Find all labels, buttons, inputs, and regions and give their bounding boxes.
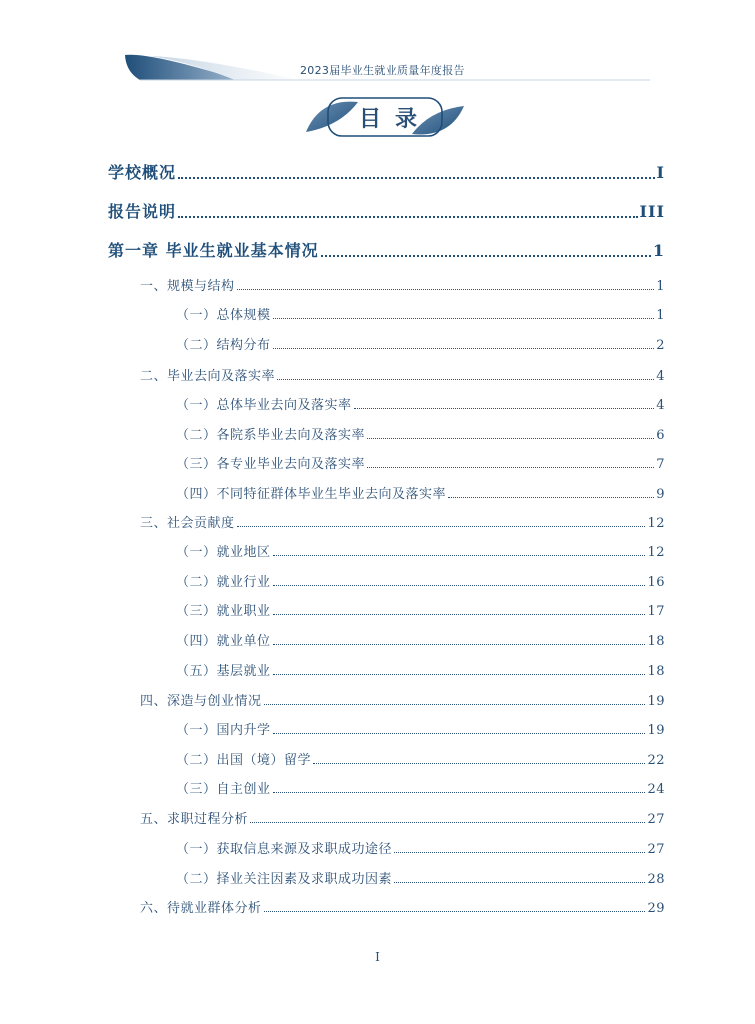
toc-entry-page: 19	[647, 694, 665, 709]
toc-dot-leader	[273, 614, 646, 615]
toc-entry-page: 1	[656, 308, 665, 323]
header-wave-decoration	[0, 0, 755, 92]
toc-subsection-entry[interactable]	[176, 600, 665, 619]
toc-entry-label: （一）总体规模	[176, 308, 271, 323]
toc-entry-label: 四、深造与创业情况	[140, 694, 262, 709]
toc-section-entry[interactable]	[140, 275, 665, 294]
toc-entry-label: 一、规模与结构	[140, 279, 235, 294]
toc-entry-label: （四）不同特征群体毕业生毕业去向及落实率	[176, 487, 447, 502]
toc-entry-page: 27	[647, 842, 665, 857]
toc-entry-page: 27	[647, 812, 665, 827]
toc-entry-label: （二）就业行业	[176, 575, 271, 590]
toc-entry-page: I	[656, 163, 665, 182]
toc-dot-leader	[273, 733, 646, 734]
toc-subsection-entry[interactable]	[176, 424, 665, 443]
toc-subsection-entry[interactable]	[176, 838, 665, 857]
toc-entry-label: （三）就业职业	[176, 604, 271, 619]
toc-entry-label: （二）择业关注因素及求职成功因素	[176, 872, 393, 887]
toc-entry-label: 三、社会贡献度	[140, 516, 235, 531]
toc-chapter-entry[interactable]	[108, 160, 665, 183]
toc-entry-label: （一）总体毕业去向及落实率	[176, 398, 352, 413]
toc-entry-page: 19	[647, 723, 665, 738]
toc-dot-leader	[250, 822, 645, 823]
toc-subsection-entry[interactable]	[176, 749, 665, 768]
toc-dot-leader	[354, 408, 655, 409]
toc-subsection-entry[interactable]	[176, 394, 665, 413]
toc-entry-page: 4	[656, 369, 665, 384]
toc-entry-page: 9	[656, 487, 665, 502]
toc-entry-label: 六、待就业群体分析	[140, 901, 262, 916]
toc-dot-leader	[273, 348, 655, 349]
toc-subsection-entry[interactable]	[176, 778, 665, 797]
toc-chapter-entry[interactable]	[108, 199, 665, 222]
toc-section-entry[interactable]	[140, 690, 665, 709]
toc-entry-label: 学校概况	[108, 163, 177, 182]
toc-dot-leader	[321, 255, 651, 257]
toc-subsection-entry[interactable]	[176, 541, 665, 560]
toc-dot-leader	[273, 644, 646, 645]
toc-title: 目录	[358, 106, 431, 132]
page-header	[0, 0, 755, 92]
toc-entry-page: 18	[647, 634, 665, 649]
toc-dot-leader	[273, 555, 646, 556]
toc-dot-leader	[448, 497, 654, 498]
toc-dot-leader	[178, 177, 655, 179]
toc-section-entry[interactable]	[140, 808, 665, 827]
toc-entry-page: 18	[647, 664, 665, 679]
toc-entry-label: 报告说明	[108, 202, 177, 221]
toc-entry-page: 12	[647, 545, 665, 560]
toc-subsection-entry[interactable]	[176, 483, 665, 502]
toc-entry-page: 2	[656, 338, 665, 353]
toc-entry-label: 二、毕业去向及落实率	[140, 369, 276, 384]
toc-entry-page: 22	[647, 753, 665, 768]
toc-entry-label: （四）就业单位	[176, 634, 271, 649]
toc-subsection-entry[interactable]	[176, 719, 665, 738]
toc-entry-page: III	[639, 202, 665, 221]
toc-dot-leader	[237, 526, 646, 527]
toc-dot-leader	[273, 585, 646, 586]
toc-entry-page: 17	[647, 604, 665, 619]
toc-dot-leader	[273, 674, 646, 675]
toc-section-entry[interactable]	[140, 512, 665, 531]
toc-dot-leader	[178, 216, 638, 218]
toc-section-entry[interactable]	[140, 365, 665, 384]
toc-dot-leader	[367, 467, 654, 468]
toc-entry-label: （三）自主创业	[176, 782, 271, 797]
toc-chapter-entry[interactable]	[108, 238, 665, 261]
toc-dot-leader	[237, 289, 655, 290]
toc-title-badge	[300, 92, 470, 144]
toc-dot-leader	[367, 438, 654, 439]
toc-entry-page: 6	[656, 428, 665, 443]
toc-dot-leader	[394, 882, 645, 883]
toc-entry-page: 4	[656, 398, 665, 413]
toc-entry-label: （一）获取信息来源及求职成功途径	[176, 842, 393, 857]
toc-entry-page: 24	[647, 782, 665, 797]
toc-subsection-entry[interactable]	[176, 453, 665, 472]
toc-entry-page: 7	[656, 457, 665, 472]
toc-entry-page: 12	[647, 516, 665, 531]
toc-entry-page: 29	[647, 901, 665, 916]
toc-entry-page: 1	[652, 241, 665, 260]
page-number: I	[375, 950, 380, 964]
toc-entry-label: （一）国内升学	[176, 723, 271, 738]
toc-dot-leader	[273, 318, 655, 319]
toc-section-entry[interactable]	[140, 897, 665, 916]
toc-entry-label: （二）出国（境）留学	[176, 753, 312, 768]
toc-entry-label: （二）结构分布	[176, 338, 271, 353]
toc-subsection-entry[interactable]	[176, 571, 665, 590]
toc-entry-label: （五）基层就业	[176, 664, 271, 679]
toc-entry-label: （一）就业地区	[176, 545, 271, 560]
toc-entry-label: （二）各院系毕业去向及落实率	[176, 428, 366, 443]
toc-entry-label: （三）各专业毕业去向及落实率	[176, 457, 366, 472]
toc-subsection-entry[interactable]	[176, 660, 665, 679]
header-title: 2023届毕业生就业质量年度报告	[300, 64, 465, 77]
toc-dot-leader	[264, 911, 646, 912]
toc-subsection-entry[interactable]	[176, 868, 665, 887]
toc-entry-label: 第一章 毕业生就业基本情况	[108, 241, 319, 260]
toc-entry-label: 五、求职过程分析	[140, 812, 249, 827]
toc-entry-page: 16	[647, 575, 665, 590]
toc-dot-leader	[313, 763, 645, 764]
toc-subsection-entry[interactable]	[176, 304, 665, 323]
toc-dot-leader	[394, 852, 645, 853]
toc-dot-leader	[264, 704, 646, 705]
toc-subsection-entry[interactable]	[176, 630, 665, 649]
toc-entry-page: 1	[656, 279, 665, 294]
toc-dot-leader	[277, 379, 654, 380]
toc-subsection-entry[interactable]	[176, 334, 665, 353]
toc-dot-leader	[273, 792, 646, 793]
toc-entry-page: 28	[647, 872, 665, 887]
